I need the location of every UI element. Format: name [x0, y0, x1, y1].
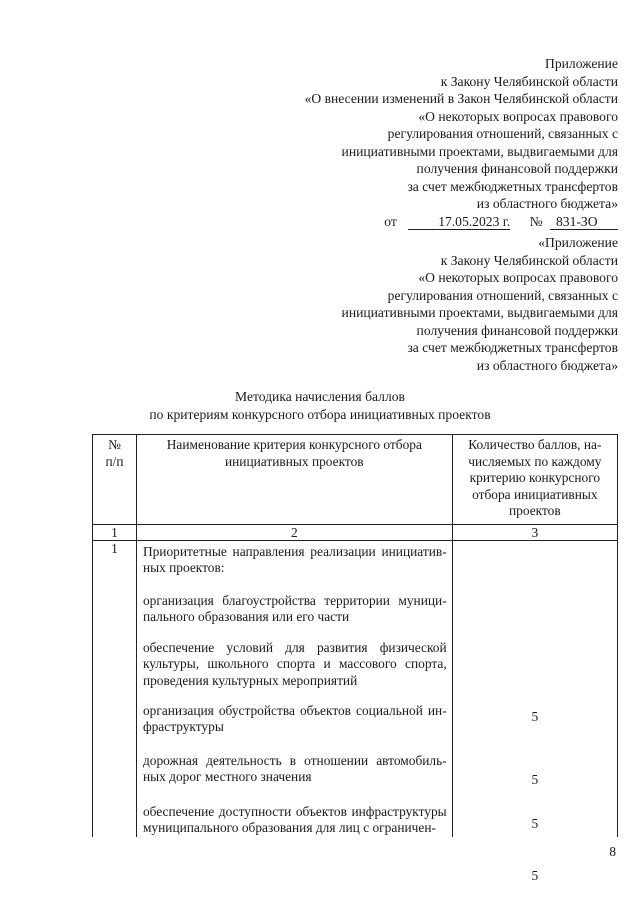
header-line: к Закону Челябинской области	[440, 252, 618, 268]
column-number: 3	[452, 524, 617, 540]
law-date-number-line	[305, 213, 618, 231]
criterion-item: обеспечение доступности объектов инфраструктуры муниципального образования для лиц с ограничен-	[142, 803, 447, 835]
header-line: «О некоторых вопросах правового	[418, 108, 618, 124]
header-line: регулирования отношений, связанных с	[387, 126, 618, 141]
header-line: «О некоторых вопросах правового	[418, 270, 618, 285]
row-number: 1	[93, 540, 137, 837]
header-line: регулирования отношений, связанных с	[387, 287, 618, 303]
criterion-cell	[136, 540, 452, 837]
score-value: 5	[531, 708, 539, 724]
date-prefix: от	[384, 213, 397, 229]
header-line: за счет межбюджетных трансфертов	[407, 340, 618, 355]
criterion-heading: Приоритетные направления реализации инициатив-ных проектов:	[142, 543, 447, 575]
header-criterion-name: Наименование критерия конкурсного отбора инициативных проектов	[136, 435, 452, 525]
column-number: 1	[93, 524, 137, 540]
law-date: 17.05.2023 г.	[408, 214, 510, 230]
header-line: «Приложение	[538, 235, 618, 250]
header-line: инициативными проектами, выдвигаемыми для	[341, 305, 618, 320]
header-line: получения финансовой поддержки	[416, 161, 618, 176]
title-line: Методика начисления баллов	[235, 389, 405, 404]
table-row	[93, 540, 618, 837]
document-title	[0, 388, 640, 423]
criterion-item: организация благоустройства территории муници-пального образования или его части	[142, 592, 447, 624]
header-number: № п/п	[93, 435, 137, 525]
number-prefix: №	[529, 213, 543, 229]
criteria-table	[92, 434, 618, 883]
criterion-item: дорожная деятельность в отношении автомобиль-ных дорог местного значения	[142, 752, 447, 784]
header-line: инициативными проектами, выдвигаемыми для	[341, 143, 618, 159]
column-number: 2	[136, 524, 452, 540]
score-cell	[452, 540, 617, 883]
score-value: 5	[531, 867, 539, 883]
table-header-row	[93, 435, 618, 525]
page-number: 8	[609, 844, 616, 859]
header-line: из областного бюджета»	[476, 196, 618, 211]
header-line: Приложение	[545, 56, 618, 71]
header-line: за счет межбюджетных трансфертов	[407, 178, 618, 194]
header-line: «О внесении изменений в Закон Челябинской области	[304, 91, 618, 106]
header-score: Количество баллов, на- числяемых по каждому критерию конкурсного отбора инициативных проектов	[452, 435, 617, 525]
header-line: к Закону Челябинской области	[440, 73, 618, 89]
title-line: по критериям конкурсного отбора инициативных проектов	[149, 406, 491, 422]
appendix-header-original-law	[342, 234, 618, 374]
header-line: из областного бюджета»	[476, 357, 618, 373]
score-value: 5	[531, 815, 539, 831]
score-value: 5	[531, 771, 539, 787]
law-number: 831-ЗО	[550, 214, 618, 230]
criterion-item: организация обустройства объектов социальной ин-фраструктуры	[142, 702, 447, 734]
column-number-row	[93, 524, 618, 540]
header-line: получения финансовой поддержки	[416, 322, 618, 338]
criterion-item: обеспечение условий для развития физической культуры, школьного спорта и массового спорта, проведения культурных мероприятий	[142, 639, 447, 688]
appendix-header-amending-law	[305, 55, 618, 230]
